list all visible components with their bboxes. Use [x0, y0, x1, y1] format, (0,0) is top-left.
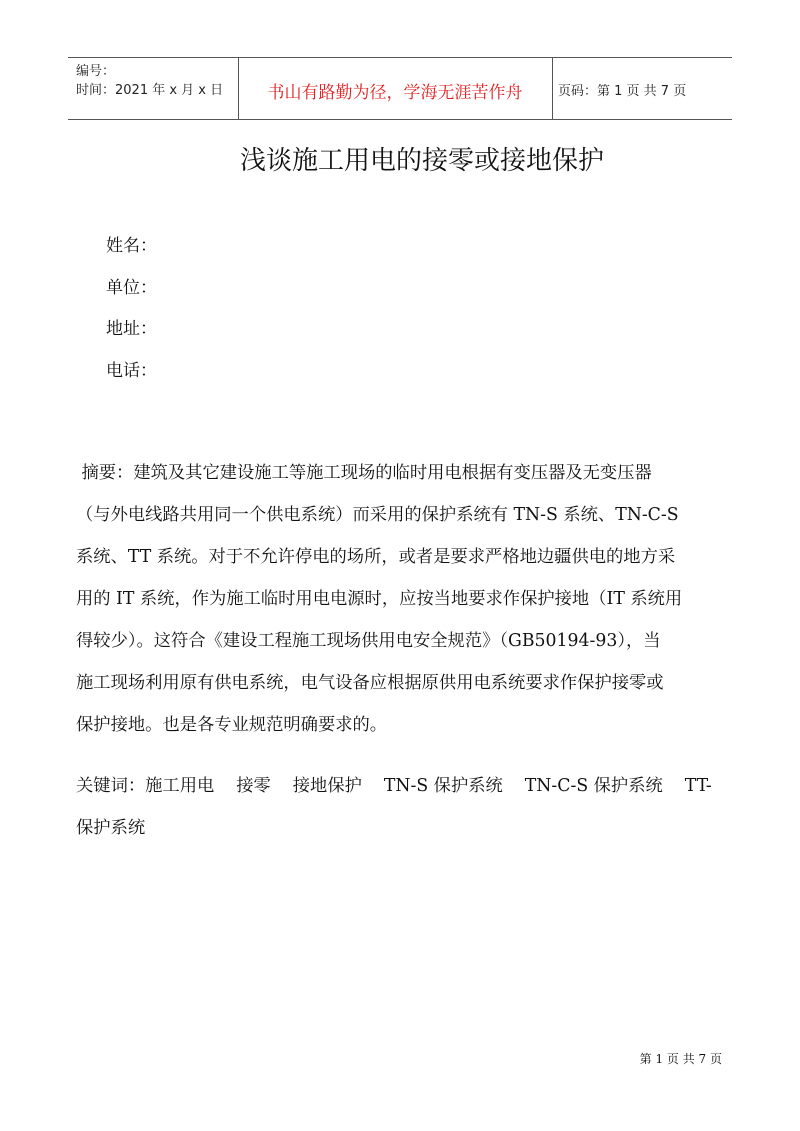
abstract-line: 得较少）。这符合《建设工程施工现场供用电安全规范》（GB50194-93），当	[76, 631, 661, 651]
motto: 书山有路勤为径，学海无涯苦作舟	[267, 83, 523, 103]
address-field: 地址：	[106, 319, 157, 339]
document-title: 浅谈施工用电的接零或接地保护	[239, 146, 604, 176]
unit-field: 单位：	[106, 278, 157, 298]
number-label: 编号：	[76, 64, 116, 79]
abstract-line: （与外电线路共用同一个供电系统）而采用的保护系统有 TN-S 系统、TN-C-S	[76, 505, 679, 525]
page-info: 页码：第 1 页 共 7 页	[558, 84, 687, 99]
abstract-line: 保护接地。也是各专业规范明确要求的。	[76, 715, 388, 735]
time-label: 时间：2021 年 x 月 x 日	[76, 83, 224, 98]
phone-field: 电话：	[106, 361, 157, 381]
divider	[552, 58, 553, 119]
abstract-line: 施工现场利用原有供电系统，电气设备应根据原供用电系统要求作保护接零或	[76, 673, 664, 693]
header-table	[68, 57, 732, 120]
page-footer: 第 1 页 共 7 页	[639, 1052, 722, 1066]
abstract-line: 摘要：建筑及其它建设施工等施工现场的临时用电根据有变压器及无变压器	[76, 463, 652, 483]
abstract-line: 用的 IT 系统，作为施工临时用电电源时，应按当地要求作保护接地（IT 系统用	[76, 589, 683, 609]
abstract-line: 系统、TT 系统。对于不允许停电的场所，或者是要求严格地边疆供电的地方采	[76, 547, 676, 567]
keywords-line: 关键词：施工用电 接零 接地保护 TN-S 保护系统 TN-C-S 保护系统 TT-	[76, 776, 712, 796]
keywords-line: 保护系统	[76, 818, 146, 838]
name-field: 姓名：	[106, 236, 157, 256]
